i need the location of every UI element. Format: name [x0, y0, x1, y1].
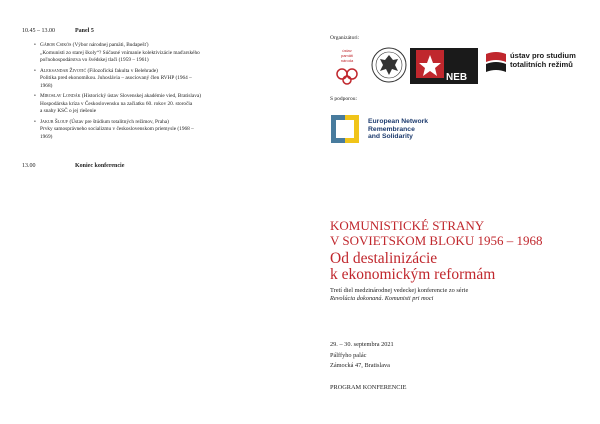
- talk-title-line: Politika pred ekonomikou. Juhoslávia – asociovaný člen RVHP (1964 –: [40, 75, 192, 81]
- talk-affiliation: (Historický ústav Slovenskej akadémie vied, Bratislava): [80, 93, 202, 99]
- eagle-seal-logo: [370, 46, 408, 84]
- intro-line: Tretí diel medzinárodnej vedeckej konferencie zo série: [330, 287, 469, 294]
- talk-speaker: Gábor Csikós: [40, 42, 72, 48]
- bullet-icon: •: [34, 93, 36, 99]
- event-address: Zámocká 47, Bratislava: [330, 362, 390, 369]
- enrs-logo-line: Remembrance: [368, 125, 415, 133]
- enrs-logo-line: and Solidarity: [368, 133, 413, 141]
- talk-title-line: 1969): [40, 133, 53, 140]
- neb-logo-text: NEB: [446, 72, 468, 83]
- upn-logo-line: pamäti: [340, 53, 354, 58]
- talk-affiliation: (Filozofická fakulta v Belehrade): [86, 67, 158, 74]
- support-label: S podporou:: [330, 96, 358, 102]
- talk-speaker: Aleksandar Životić: [40, 67, 87, 74]
- ustr-logo-line: ústav pro studium: [510, 51, 576, 60]
- bullet-icon: •: [34, 67, 36, 74]
- enrs-logo-text: [368, 118, 428, 141]
- ustr-logo-line: totalitních režimů: [510, 59, 573, 69]
- panel-title: Panel 5: [75, 28, 94, 34]
- talk-list: [34, 42, 280, 144]
- closing-row: [22, 163, 124, 169]
- talk-title-line: „Komunisti zo starej školy“? Súčasné vnímanie kolektivizácie maďarského: [40, 49, 200, 56]
- event-details: [330, 340, 394, 372]
- event-venue: Pálffyho palác: [330, 351, 367, 359]
- bullet-icon: •: [34, 42, 36, 48]
- subtitle-line: Od destalinizácie: [330, 250, 438, 267]
- talk-item: [34, 67, 280, 91]
- closing-time: 13.00: [22, 163, 36, 169]
- conference-subtitle: [330, 251, 495, 283]
- talk-title-line: poľnohospodárstva vo švédskej tlači (1959 – 1961): [40, 57, 149, 63]
- talk-title-line: Prvky samosprávneho socializmu v československom priemysle (1968 –: [40, 126, 194, 132]
- talk-item: [34, 118, 280, 142]
- upn-logo-line: národa: [340, 58, 354, 63]
- ustr-flag-icon: [484, 50, 508, 78]
- talk-affiliation: (Ústav pre štúdium totalitných režimov, Praha): [68, 118, 169, 125]
- enrs-logo-mark: [330, 114, 362, 144]
- ustr-logo-text: [510, 52, 576, 69]
- conference-title: [330, 218, 542, 248]
- talk-item: [34, 93, 280, 116]
- title-line: KOMUNISTICKÉ STRANY: [330, 218, 485, 233]
- program-label: PROGRAM KONFERENCIE: [330, 384, 407, 391]
- upn-logo: [330, 46, 364, 86]
- conference-intro: [330, 287, 570, 303]
- subtitle-line: k ekonomickým reformám: [330, 266, 496, 283]
- title-line: V SOVIETSKOM BLOKU 1956 – 1968: [330, 233, 543, 248]
- series-name: Revolúcia dokonaná. Komunisti pri moci: [330, 295, 434, 302]
- talk-item: [34, 42, 280, 65]
- upn-logo-line: ústav: [342, 48, 352, 53]
- talk-title-line: 1968): [40, 82, 53, 89]
- bullet-icon: •: [34, 118, 36, 125]
- panel-time: 10.45 – 13.00: [22, 28, 55, 34]
- panel-header: [22, 28, 94, 34]
- talk-title-line: a snahy KSČ o jej riešenie: [40, 108, 97, 114]
- organizers-label: Organizátori:: [330, 35, 360, 41]
- neb-logo: [410, 46, 478, 86]
- closing-label: Koniec konferencie: [75, 163, 125, 169]
- talk-speaker: Jakub Šlouf: [40, 118, 69, 125]
- talk-affiliation: (Výbor národnej pamäti, Budapešť): [71, 42, 149, 48]
- enrs-logo-line: European Network: [368, 118, 429, 125]
- talk-speaker: Miroslav Londák: [40, 93, 81, 99]
- event-date: 29. – 30. septembra 2021: [330, 341, 394, 348]
- talk-title-line: Hospodárska kríza v Československu na začiatku 60. rokov 20. storočia: [40, 100, 193, 107]
